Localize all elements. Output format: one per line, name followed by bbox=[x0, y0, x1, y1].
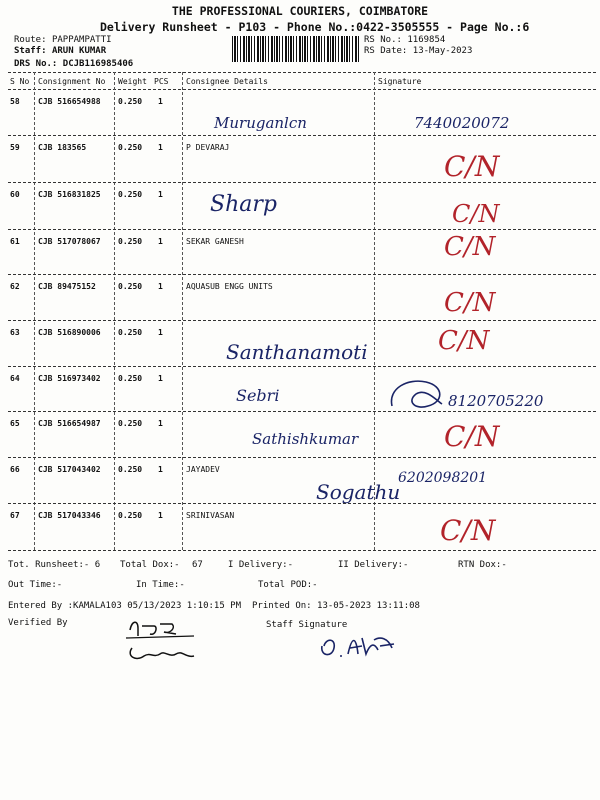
row-pcs: 1 bbox=[158, 190, 163, 199]
col-header-signature: Signature bbox=[378, 77, 422, 86]
row-weight: 0.250 bbox=[118, 237, 143, 246]
row-sno: 60 bbox=[10, 190, 20, 199]
col-divider bbox=[34, 72, 35, 550]
row-consignment: CJB 183565 bbox=[38, 143, 87, 152]
row-rule bbox=[8, 135, 596, 136]
row-pcs: 1 bbox=[158, 237, 163, 246]
handwritten-signature: C/N bbox=[444, 150, 500, 183]
row-pcs: 1 bbox=[158, 465, 163, 474]
row-pcs: 1 bbox=[158, 419, 163, 428]
handwritten-signature: C/N bbox=[444, 232, 496, 262]
col-divider bbox=[182, 72, 183, 550]
row-sno: 61 bbox=[10, 237, 20, 246]
route-line: Route: PAPPAMPATTI bbox=[14, 35, 112, 45]
handwritten-name: Sebri bbox=[236, 386, 280, 405]
row-consignee: AQUASUB ENGG UNITS bbox=[186, 282, 273, 291]
row-weight: 0.250 bbox=[118, 190, 143, 199]
verifier-signature bbox=[124, 612, 204, 668]
row-pcs: 1 bbox=[158, 511, 163, 520]
row-pcs: 1 bbox=[158, 374, 163, 383]
row-weight: 0.250 bbox=[118, 419, 143, 428]
total-dox-value: 67 bbox=[192, 560, 203, 570]
total-pod: Total POD:- bbox=[258, 580, 318, 590]
col-header-consignment: Consignment No bbox=[38, 77, 106, 86]
handwritten-signature: C/N bbox=[444, 288, 496, 318]
row-sno: 58 bbox=[10, 97, 20, 106]
table-top-rule bbox=[8, 72, 596, 73]
row-sno: 67 bbox=[10, 511, 20, 520]
row-consignment: CJB 517078067 bbox=[38, 237, 101, 246]
row-weight: 0.250 bbox=[118, 328, 143, 337]
total-dox-label: Total Dox:- bbox=[120, 560, 180, 570]
row-sno: 62 bbox=[10, 282, 20, 291]
row-sno: 63 bbox=[10, 328, 20, 337]
verified-by: Verified By bbox=[8, 618, 68, 628]
row-consignee: P DEVARAJ bbox=[186, 143, 230, 152]
staff-signature bbox=[318, 626, 398, 666]
row-weight: 0.250 bbox=[118, 511, 143, 520]
handwritten-signature: C/N bbox=[438, 326, 490, 356]
staff-signature-label: Staff Signature bbox=[266, 620, 348, 630]
row-pcs: 1 bbox=[158, 97, 163, 106]
row-weight: 0.250 bbox=[118, 465, 143, 474]
row-rule bbox=[8, 320, 596, 321]
row-rule bbox=[8, 366, 596, 367]
row-rule bbox=[8, 229, 596, 230]
handwritten-signature: C/N bbox=[452, 200, 500, 228]
drs-line: DRS No.: DCJB116985406 bbox=[14, 59, 134, 69]
i-delivery: I Delivery:- bbox=[228, 560, 294, 570]
row-consignee: SEKAR GANESH bbox=[186, 237, 244, 246]
row-rule bbox=[8, 457, 596, 458]
row-consignment: CJB 516831825 bbox=[38, 190, 101, 199]
col-divider bbox=[114, 72, 115, 550]
col-header-weight: Weight bbox=[118, 77, 147, 86]
signature-scribble bbox=[386, 374, 450, 414]
handwritten-signature: 8120705220 bbox=[448, 392, 544, 410]
tot-runsheet: Tot. Runsheet:- 6 bbox=[8, 560, 101, 570]
handwritten-signature: C/N bbox=[444, 420, 500, 453]
col-header-sno: S No bbox=[10, 77, 30, 86]
handwritten-name: Santhanamoti bbox=[226, 340, 368, 364]
handwritten-name: Muruganlcn bbox=[214, 114, 307, 132]
ii-delivery: II Delivery:- bbox=[338, 560, 409, 570]
row-consignment: CJB 516654988 bbox=[38, 97, 101, 106]
row-consignment: CJB 516890006 bbox=[38, 328, 101, 337]
row-rule bbox=[8, 503, 596, 504]
rs-no-line: RS No.: 1169854 bbox=[364, 35, 446, 45]
printed-on: Printed On: 13-05-2023 13:11:08 bbox=[252, 601, 420, 611]
in-time: In Time:- bbox=[136, 580, 185, 590]
runsheet-subtitle: Delivery Runsheet - P103 - Phone No.:0422-3505555 - Page No.:6 bbox=[100, 20, 530, 34]
row-consignment: CJB 517043346 bbox=[38, 511, 101, 520]
col-divider bbox=[374, 72, 375, 550]
row-sno: 64 bbox=[10, 374, 20, 383]
row-sno: 65 bbox=[10, 419, 20, 428]
row-consignment: CJB 517043402 bbox=[38, 465, 101, 474]
col-header-consignee: Consignee Details bbox=[186, 77, 268, 86]
row-pcs: 1 bbox=[158, 143, 163, 152]
handwritten-signature: C/N bbox=[440, 514, 496, 547]
rs-date-line: RS Date: 13-May-2023 bbox=[364, 46, 473, 56]
table-bottom-rule bbox=[8, 550, 596, 551]
barcode-image bbox=[232, 36, 360, 62]
row-consignee: SRINIVASAN bbox=[186, 511, 235, 520]
row-rule bbox=[8, 411, 596, 412]
handwritten-signature: 7440020072 bbox=[414, 114, 510, 132]
handwritten-name: Sathishkumar bbox=[252, 430, 359, 448]
row-consignment: CJB 516973402 bbox=[38, 374, 101, 383]
row-rule bbox=[8, 274, 596, 275]
row-weight: 0.250 bbox=[118, 282, 143, 291]
row-weight: 0.250 bbox=[118, 143, 143, 152]
staff-line: Staff: ARUN KUMAR bbox=[14, 46, 107, 56]
col-header-pcs: PCS bbox=[154, 77, 169, 86]
row-consignment: CJB 516654987 bbox=[38, 419, 101, 428]
row-weight: 0.250 bbox=[118, 374, 143, 383]
handwritten-name: Sogathu bbox=[316, 480, 401, 504]
handwritten-signature: 6202098201 bbox=[398, 470, 488, 486]
table-header-rule bbox=[8, 89, 596, 90]
out-time: Out Time:- bbox=[8, 580, 63, 590]
row-consignment: CJB 89475152 bbox=[38, 282, 96, 291]
company-title: THE PROFESSIONAL COURIERS, COIMBATORE bbox=[171, 4, 429, 18]
row-sno: 66 bbox=[10, 465, 20, 474]
rtn-dox: RTN Dox:- bbox=[458, 560, 507, 570]
row-weight: 0.250 bbox=[118, 97, 143, 106]
row-rule bbox=[8, 182, 596, 183]
row-sno: 59 bbox=[10, 143, 20, 152]
handwritten-name: Sharp bbox=[210, 192, 277, 217]
row-pcs: 1 bbox=[158, 282, 163, 291]
row-consignee: JAYADEV bbox=[186, 465, 220, 474]
row-pcs: 1 bbox=[158, 328, 163, 337]
entered-by: Entered By :KAMALA103 05/13/2023 1:10:15 PM bbox=[8, 601, 241, 611]
